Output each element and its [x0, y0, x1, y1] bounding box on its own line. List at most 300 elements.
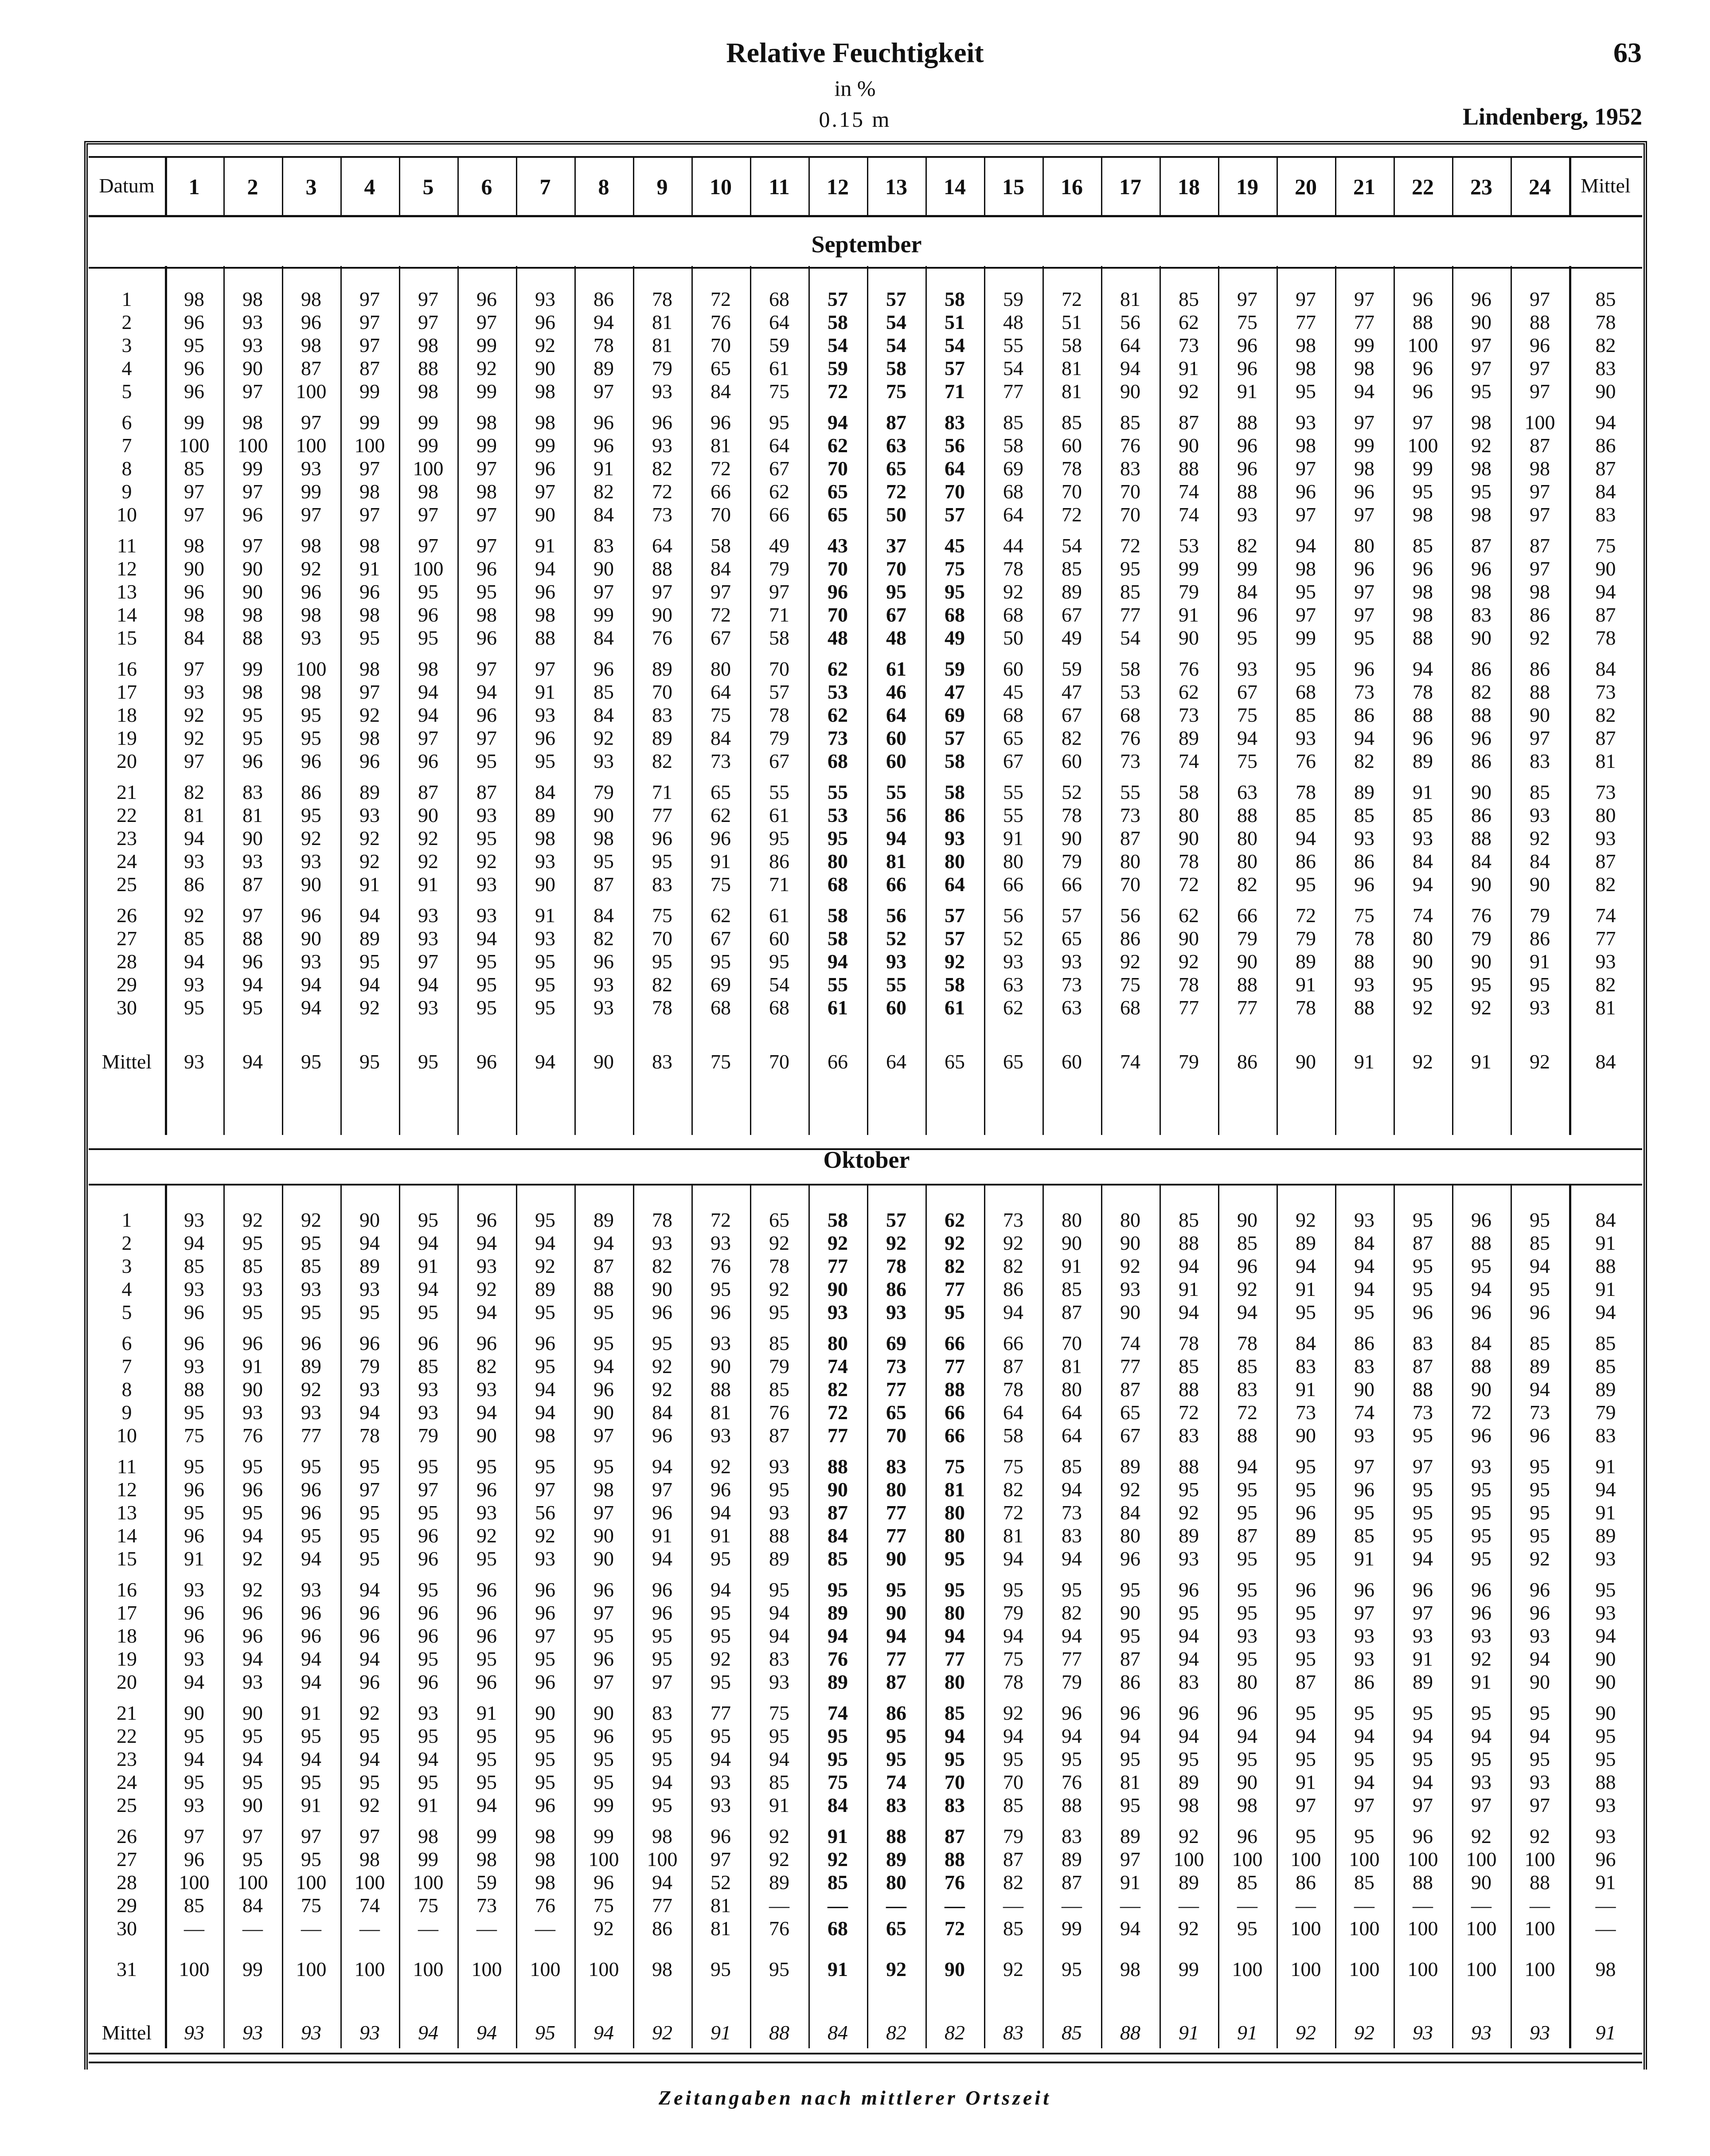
- value-cell: 98: [359, 727, 380, 749]
- value-cell: 94: [301, 1671, 321, 1693]
- value-cell: 94: [184, 950, 204, 973]
- value-cell: 71: [769, 873, 789, 896]
- column-header-hour: 22: [1412, 174, 1434, 199]
- column-header-hour: 14: [944, 174, 966, 199]
- value-cell: 92: [184, 727, 204, 749]
- value-cell: 95: [1120, 1748, 1140, 1770]
- value-cell: 93: [418, 996, 438, 1019]
- value-cell: 57: [1062, 904, 1082, 927]
- value-cell: 100: [1349, 1958, 1380, 1980]
- value-cell: 94: [1595, 1624, 1616, 1647]
- value-cell: 100: [413, 1958, 444, 1980]
- column-header-hour: 8: [598, 174, 609, 199]
- mittel-value: 65: [945, 1050, 965, 1073]
- value-cell: 95: [1237, 1547, 1257, 1570]
- value-cell: 100: [471, 1958, 502, 1980]
- value-cell: 83: [1296, 1355, 1316, 1377]
- value-cell: 88: [1413, 1871, 1433, 1894]
- value-cell: 86: [945, 804, 965, 826]
- value-cell: 93: [535, 927, 555, 950]
- value-cell: 63: [1237, 781, 1257, 803]
- value-cell: 90: [1179, 626, 1199, 649]
- value-cell: 98: [184, 534, 204, 557]
- value-cell: 96: [1062, 1702, 1082, 1724]
- value-cell: 87: [593, 873, 614, 896]
- value-cell: 96: [535, 580, 555, 603]
- value-cell: 92: [828, 1848, 848, 1870]
- value-cell: 91: [1595, 1232, 1616, 1254]
- value-cell: 100: [1290, 1958, 1321, 1980]
- height-label: 0.15 m: [819, 107, 891, 132]
- value-cell: 89: [1296, 1232, 1316, 1254]
- value-cell: 95: [476, 1771, 497, 1793]
- value-cell: 96: [1296, 480, 1316, 503]
- rule-vertical: [867, 1184, 868, 2048]
- mittel-value: 91: [711, 2021, 731, 2044]
- value-cell: 94: [301, 1748, 321, 1770]
- rule-vertical: [282, 156, 283, 215]
- value-cell: 93: [476, 1255, 497, 1277]
- day-label: 3: [121, 334, 132, 356]
- value-cell: 61: [769, 357, 789, 380]
- value-cell: 98: [476, 411, 497, 434]
- value-cell: 83: [242, 781, 263, 803]
- value-cell: —: [242, 1917, 263, 1940]
- value-cell: 95: [535, 996, 555, 1019]
- value-cell: 98: [1413, 580, 1433, 603]
- value-cell: 58: [886, 357, 906, 380]
- value-cell: 77: [1120, 603, 1140, 626]
- value-cell: 94: [828, 411, 848, 434]
- value-cell: 58: [1120, 657, 1140, 680]
- value-cell: 88: [184, 1378, 204, 1401]
- value-cell: 65: [1120, 1401, 1140, 1424]
- mittel-value: 92: [1296, 2021, 1316, 2044]
- value-cell: 93: [476, 904, 497, 927]
- value-cell: 50: [886, 503, 906, 526]
- value-cell: 95: [242, 1501, 263, 1524]
- value-cell: 97: [1296, 603, 1316, 626]
- rule-vertical: [925, 1184, 927, 2048]
- value-cell: 55: [1003, 804, 1023, 826]
- value-cell: 65: [886, 1401, 906, 1424]
- value-cell: 64: [886, 704, 906, 726]
- value-cell: 92: [1471, 434, 1491, 457]
- value-cell: 68: [769, 996, 789, 1019]
- value-cell: 93: [184, 1578, 204, 1601]
- value-cell: 96: [1354, 657, 1374, 680]
- value-cell: 67: [711, 927, 731, 950]
- value-cell: 95: [535, 1647, 555, 1670]
- day-label: 15: [117, 626, 137, 649]
- value-cell: 94: [301, 1647, 321, 1670]
- day-label: 1: [121, 1209, 132, 1231]
- value-cell: 90: [593, 557, 614, 580]
- value-cell: 68: [828, 750, 848, 772]
- value-cell: 84: [593, 704, 614, 726]
- value-cell: 95: [593, 850, 614, 873]
- value-cell: 75: [945, 557, 965, 580]
- day-label: 2: [121, 1232, 132, 1254]
- value-cell: 90: [1595, 1702, 1616, 1724]
- value-cell: 94: [301, 996, 321, 1019]
- value-cell: 94: [1237, 1455, 1257, 1478]
- value-cell: 93: [1595, 1547, 1616, 1570]
- value-cell: 90: [593, 1524, 614, 1547]
- value-cell: 55: [1003, 781, 1023, 803]
- value-cell: 88: [1413, 704, 1433, 726]
- value-cell: 93: [184, 1794, 204, 1816]
- rule-vertical: [1042, 266, 1044, 1135]
- value-cell: 100: [296, 657, 327, 680]
- value-cell: 95: [1595, 1578, 1616, 1601]
- value-cell: 95: [242, 1232, 263, 1254]
- value-cell: 97: [1471, 1794, 1491, 1816]
- value-cell: 85: [1237, 1232, 1257, 1254]
- value-cell: 77: [1354, 311, 1374, 333]
- value-cell: 84: [652, 1401, 672, 1424]
- value-cell: 68: [769, 288, 789, 310]
- value-cell: 81: [652, 334, 672, 356]
- value-cell: 68: [711, 996, 731, 1019]
- value-cell: 82: [1595, 334, 1616, 356]
- value-cell: 92: [1003, 1702, 1023, 1724]
- column-header-hour: 17: [1119, 174, 1141, 199]
- value-cell: 97: [535, 657, 555, 680]
- rule-vertical: [1452, 1184, 1453, 2048]
- mittel-value: 93: [359, 2021, 380, 2044]
- value-cell: —: [1471, 1894, 1491, 1917]
- value-cell: 88: [945, 1848, 965, 1870]
- value-cell: 80: [1354, 534, 1374, 557]
- value-cell: 80: [1237, 850, 1257, 873]
- value-cell: 83: [1120, 457, 1140, 480]
- value-cell: 96: [1179, 1702, 1199, 1724]
- value-cell: 91: [359, 873, 380, 896]
- value-cell: 85: [1354, 804, 1374, 826]
- value-cell: 99: [1237, 557, 1257, 580]
- value-cell: 99: [242, 1958, 263, 1980]
- rule-vertical: [1335, 266, 1336, 1135]
- value-cell: 90: [359, 1209, 380, 1231]
- value-cell: 95: [1296, 1647, 1316, 1670]
- value-cell: 92: [711, 1647, 731, 1670]
- value-cell: 83: [1179, 1424, 1199, 1447]
- mittel-value: 79: [1179, 1050, 1199, 1073]
- value-cell: 72: [711, 457, 731, 480]
- value-cell: 58: [1003, 1424, 1023, 1447]
- value-cell: 96: [535, 1578, 555, 1601]
- value-cell: 95: [418, 1771, 438, 1793]
- value-cell: 45: [1003, 681, 1023, 703]
- day-label: 29: [117, 1894, 137, 1917]
- value-cell: 87: [476, 781, 497, 803]
- value-cell: 46: [886, 681, 906, 703]
- rule-vertical: [165, 1184, 167, 2048]
- value-cell: 85: [1595, 1355, 1616, 1377]
- value-cell: 77: [1003, 380, 1023, 403]
- column-header-hour: 15: [1002, 174, 1024, 199]
- value-cell: 87: [1595, 603, 1616, 626]
- value-cell: —: [359, 1917, 380, 1940]
- value-cell: 68: [828, 1917, 848, 1940]
- value-cell: 95: [711, 950, 731, 973]
- value-cell: 95: [1296, 580, 1316, 603]
- value-cell: 69: [886, 1332, 906, 1354]
- value-cell: 88: [242, 927, 263, 950]
- value-cell: 90: [1179, 827, 1199, 849]
- value-cell: 95: [711, 1601, 731, 1624]
- value-cell: 83: [652, 1702, 672, 1724]
- value-cell: 98: [242, 603, 263, 626]
- value-cell: 80: [886, 1871, 906, 1894]
- value-cell: 67: [1120, 1424, 1140, 1447]
- value-cell: 94: [1530, 1378, 1550, 1401]
- value-cell: 94: [1062, 1478, 1082, 1501]
- value-cell: 91: [1179, 1278, 1199, 1300]
- value-cell: 84: [1120, 1501, 1140, 1524]
- day-label: 4: [121, 357, 132, 380]
- value-cell: 98: [359, 657, 380, 680]
- value-cell: 95: [1296, 1478, 1316, 1501]
- value-cell: 88: [828, 1455, 848, 1478]
- rule-horizontal: [89, 267, 1642, 269]
- value-cell: 97: [1530, 380, 1550, 403]
- rule-vertical: [984, 156, 985, 215]
- value-cell: 95: [769, 1478, 789, 1501]
- value-cell: 93: [1003, 950, 1023, 973]
- value-cell: 96: [1413, 357, 1433, 380]
- value-cell: 70: [1120, 480, 1140, 503]
- value-cell: 81: [711, 1917, 731, 1940]
- value-cell: 73: [1413, 1401, 1433, 1424]
- value-cell: 100: [296, 1871, 327, 1894]
- value-cell: 97: [1354, 503, 1374, 526]
- value-cell: 95: [301, 1301, 321, 1323]
- value-cell: 58: [945, 750, 965, 772]
- value-cell: 98: [301, 288, 321, 310]
- value-cell: 78: [886, 1255, 906, 1277]
- day-label: 24: [117, 1771, 137, 1793]
- column-header-hour: 24: [1529, 174, 1551, 199]
- value-cell: 87: [769, 1424, 789, 1447]
- value-cell: 90: [1237, 1209, 1257, 1231]
- mittel-value: 83: [1003, 2021, 1023, 2044]
- rule-vertical: [1160, 1184, 1161, 2048]
- rule-horizontal: [89, 156, 1642, 158]
- day-label: 28: [117, 950, 137, 973]
- day-label: 6: [121, 1332, 132, 1354]
- value-cell: 77: [301, 1424, 321, 1447]
- value-cell: 92: [1471, 996, 1491, 1019]
- value-cell: 95: [1413, 973, 1433, 996]
- value-cell: 94: [1237, 1725, 1257, 1747]
- value-cell: 99: [593, 1825, 614, 1847]
- value-cell: 88: [242, 626, 263, 649]
- value-cell: 93: [418, 1702, 438, 1724]
- value-cell: 87: [301, 357, 321, 380]
- value-cell: 92: [242, 1547, 263, 1570]
- column-header-hour: 20: [1295, 174, 1317, 199]
- value-cell: 94: [1354, 727, 1374, 749]
- value-cell: 93: [359, 1378, 380, 1401]
- value-cell: 80: [945, 1501, 965, 1524]
- value-cell: 95: [886, 1748, 906, 1770]
- value-cell: 90: [1471, 311, 1491, 333]
- value-cell: 96: [1354, 873, 1374, 896]
- value-cell: 92: [476, 850, 497, 873]
- value-cell: 93: [301, 1278, 321, 1300]
- value-cell: 90: [535, 503, 555, 526]
- rule-vertical: [750, 1184, 751, 2048]
- value-cell: 90: [652, 1278, 672, 1300]
- value-cell: 85: [593, 681, 614, 703]
- value-cell: 92: [886, 1232, 906, 1254]
- rule-vertical: [1277, 1184, 1278, 2048]
- value-cell: 91: [1296, 973, 1316, 996]
- value-cell: 96: [359, 1671, 380, 1693]
- value-cell: 94: [359, 1647, 380, 1670]
- value-cell: 68: [828, 873, 848, 896]
- value-cell: 96: [593, 1647, 614, 1670]
- value-cell: 96: [301, 1501, 321, 1524]
- value-cell: 96: [593, 1725, 614, 1747]
- value-cell: 86: [1471, 804, 1491, 826]
- value-cell: 97: [476, 727, 497, 749]
- value-cell: 47: [945, 681, 965, 703]
- value-cell: 97: [359, 503, 380, 526]
- rule-vertical: [808, 1184, 810, 2048]
- value-cell: 87: [359, 357, 380, 380]
- value-cell: 89: [1530, 1355, 1550, 1377]
- value-cell: 93: [1530, 996, 1550, 1019]
- value-cell: 95: [1413, 1524, 1433, 1547]
- value-cell: 96: [476, 1671, 497, 1693]
- value-cell: 64: [945, 457, 965, 480]
- value-cell: 80: [1062, 1209, 1082, 1231]
- value-cell: 94: [535, 557, 555, 580]
- value-cell: 82: [1354, 750, 1374, 772]
- value-cell: 95: [535, 950, 555, 973]
- value-cell: 89: [769, 1547, 789, 1570]
- value-cell: 87: [593, 1255, 614, 1277]
- section-heading-month: Oktober: [823, 1146, 910, 1173]
- value-cell: 95: [1237, 1578, 1257, 1601]
- value-cell: 97: [476, 534, 497, 557]
- value-cell: 86: [886, 1702, 906, 1724]
- value-cell: 70: [711, 503, 731, 526]
- value-cell: 85: [769, 1771, 789, 1793]
- value-cell: 100: [530, 1958, 561, 1980]
- value-cell: 49: [945, 626, 965, 649]
- value-cell: 48: [886, 626, 906, 649]
- value-cell: 82: [1237, 873, 1257, 896]
- value-cell: 94: [359, 1401, 380, 1424]
- day-label: 1: [121, 288, 132, 310]
- value-cell: 81: [1120, 288, 1140, 310]
- value-cell: 98: [418, 380, 438, 403]
- value-cell: 95: [535, 1771, 555, 1793]
- value-cell: 99: [242, 457, 263, 480]
- value-cell: 68: [1003, 704, 1023, 726]
- value-cell: 88: [1530, 311, 1550, 333]
- value-cell: 80: [1237, 827, 1257, 849]
- mittel-value: 93: [184, 1050, 204, 1073]
- value-cell: 73: [711, 750, 731, 772]
- value-cell: 95: [418, 1647, 438, 1670]
- value-cell: 87: [1062, 1871, 1082, 1894]
- value-cell: 56: [1120, 904, 1140, 927]
- value-cell: 90: [886, 1601, 906, 1624]
- value-cell: 94: [1413, 1725, 1433, 1747]
- value-cell: 95: [1237, 1917, 1257, 1940]
- rule-vertical: [457, 1184, 459, 2048]
- value-cell: 86: [1530, 603, 1550, 626]
- value-cell: 90: [1179, 434, 1199, 457]
- rule-vertical: [1218, 1184, 1219, 2048]
- value-cell: 60: [886, 727, 906, 749]
- value-cell: 96: [711, 1478, 731, 1501]
- value-cell: 67: [886, 603, 906, 626]
- value-cell: 97: [1530, 557, 1550, 580]
- value-cell: —: [1595, 1917, 1616, 1940]
- value-cell: 97: [1354, 411, 1374, 434]
- mittel-value: 93: [301, 2021, 321, 2044]
- value-cell: 98: [359, 603, 380, 626]
- value-cell: 84: [711, 727, 731, 749]
- value-cell: 95: [711, 1624, 731, 1647]
- value-cell: 72: [711, 603, 731, 626]
- value-cell: 84: [593, 503, 614, 526]
- value-cell: 97: [359, 288, 380, 310]
- value-cell: 87: [1120, 1647, 1140, 1670]
- value-cell: 96: [1530, 1601, 1550, 1624]
- value-cell: 79: [769, 1355, 789, 1377]
- value-cell: 90: [1413, 950, 1433, 973]
- rule-vertical: [399, 266, 400, 1135]
- value-cell: 91: [418, 1794, 438, 1816]
- value-cell: 81: [1003, 1524, 1023, 1547]
- value-cell: 90: [184, 557, 204, 580]
- value-cell: 96: [711, 1825, 731, 1847]
- value-cell: 97: [359, 311, 380, 333]
- value-cell: 94: [1179, 1647, 1199, 1670]
- value-cell: 72: [828, 1401, 848, 1424]
- value-cell: 95: [359, 1301, 380, 1323]
- value-cell: 96: [242, 750, 263, 772]
- value-cell: 96: [593, 950, 614, 973]
- value-cell: 87: [1471, 534, 1491, 557]
- value-cell: 83: [1530, 750, 1550, 772]
- value-cell: 96: [359, 1601, 380, 1624]
- value-cell: 82: [184, 781, 204, 803]
- value-cell: 78: [769, 1255, 789, 1277]
- value-cell: 95: [242, 1725, 263, 1747]
- value-cell: 91: [1595, 1501, 1616, 1524]
- value-cell: 91: [242, 1355, 263, 1377]
- value-cell: 95: [828, 827, 848, 849]
- value-cell: 81: [886, 850, 906, 873]
- day-label: 25: [117, 1794, 137, 1816]
- value-cell: 54: [769, 973, 789, 996]
- value-cell: 85: [184, 457, 204, 480]
- value-cell: 80: [1237, 1671, 1257, 1693]
- value-cell: 93: [1471, 1771, 1491, 1793]
- value-cell: 90: [1237, 1771, 1257, 1793]
- value-cell: 85: [1530, 1332, 1550, 1354]
- value-cell: 60: [1003, 657, 1023, 680]
- value-cell: 97: [184, 750, 204, 772]
